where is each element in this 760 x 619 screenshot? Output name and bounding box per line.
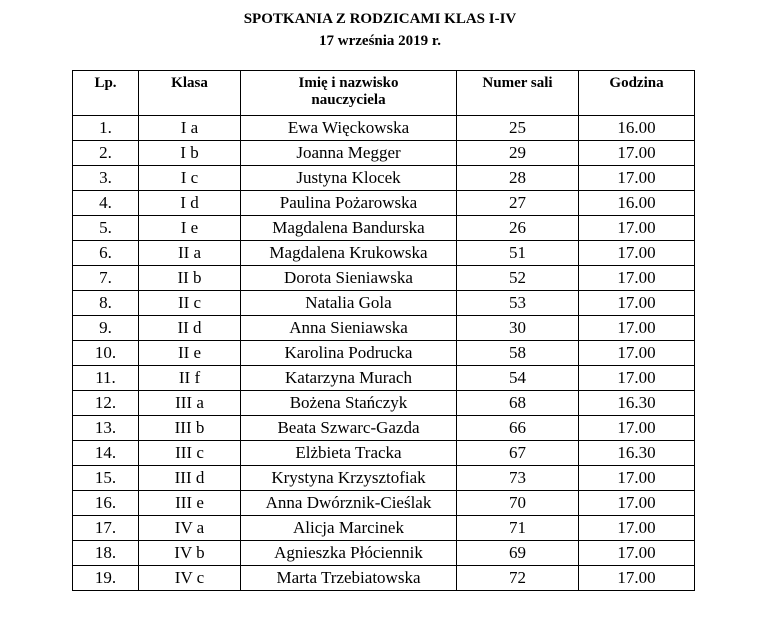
cell-sala: 66 xyxy=(457,416,579,441)
cell-lp: 3. xyxy=(73,166,139,191)
cell-lp: 1. xyxy=(73,116,139,141)
cell-sala: 68 xyxy=(457,391,579,416)
cell-lp: 17. xyxy=(73,516,139,541)
cell-sala: 69 xyxy=(457,541,579,566)
cell-sala: 27 xyxy=(457,191,579,216)
table-row xyxy=(73,541,695,566)
cell-klasa: IV c xyxy=(139,566,241,591)
cell-godzina: 17.00 xyxy=(579,241,695,266)
table-row xyxy=(73,191,695,216)
cell-nauczyciel: Magdalena Bandurska xyxy=(241,216,457,241)
table-row xyxy=(73,366,695,391)
meetings-table xyxy=(72,70,695,591)
header-sala: Numer sali xyxy=(457,71,579,116)
cell-godzina: 17.00 xyxy=(579,341,695,366)
cell-godzina: 16.30 xyxy=(579,391,695,416)
cell-nauczyciel: Katarzyna Murach xyxy=(241,366,457,391)
cell-nauczyciel: Elżbieta Tracka xyxy=(241,441,457,466)
cell-sala: 71 xyxy=(457,516,579,541)
header-nauczyciel xyxy=(241,71,457,116)
cell-nauczyciel: Paulina Pożarowska xyxy=(241,191,457,216)
cell-godzina: 17.00 xyxy=(579,516,695,541)
cell-sala: 51 xyxy=(457,241,579,266)
cell-godzina: 17.00 xyxy=(579,566,695,591)
cell-lp: 18. xyxy=(73,541,139,566)
table-row xyxy=(73,341,695,366)
table-row xyxy=(73,216,695,241)
cell-lp: 13. xyxy=(73,416,139,441)
cell-godzina: 16.00 xyxy=(579,191,695,216)
cell-klasa: II e xyxy=(139,341,241,366)
cell-lp: 15. xyxy=(73,466,139,491)
cell-lp: 9. xyxy=(73,316,139,341)
cell-lp: 7. xyxy=(73,266,139,291)
table-row xyxy=(73,516,695,541)
cell-nauczyciel: Agnieszka Płóciennik xyxy=(241,541,457,566)
cell-klasa: I b xyxy=(139,141,241,166)
cell-klasa: II f xyxy=(139,366,241,391)
cell-klasa: II d xyxy=(139,316,241,341)
cell-klasa: I d xyxy=(139,191,241,216)
header-nauczyciel-line1: Imię i nazwisko xyxy=(298,75,399,91)
cell-lp: 5. xyxy=(73,216,139,241)
cell-godzina: 17.00 xyxy=(579,141,695,166)
table-row xyxy=(73,141,695,166)
table-row xyxy=(73,241,695,266)
cell-sala: 72 xyxy=(457,566,579,591)
cell-sala: 26 xyxy=(457,216,579,241)
cell-nauczyciel: Dorota Sieniawska xyxy=(241,266,457,291)
table-body xyxy=(73,116,695,591)
cell-nauczyciel: Krystyna Krzysztofiak xyxy=(241,466,457,491)
cell-klasa: III a xyxy=(139,391,241,416)
cell-klasa: I e xyxy=(139,216,241,241)
table-row xyxy=(73,416,695,441)
cell-lp: 4. xyxy=(73,191,139,216)
cell-nauczyciel: Justyna Klocek xyxy=(241,166,457,191)
table-row xyxy=(73,466,695,491)
cell-lp: 2. xyxy=(73,141,139,166)
cell-lp: 19. xyxy=(73,566,139,591)
cell-klasa: III c xyxy=(139,441,241,466)
header-godzina: Godzina xyxy=(579,71,695,116)
cell-nauczyciel: Anna Dwórznik-Cieślak xyxy=(241,491,457,516)
header-row xyxy=(73,71,695,116)
cell-godzina: 17.00 xyxy=(579,166,695,191)
cell-godzina: 16.30 xyxy=(579,441,695,466)
cell-lp: 8. xyxy=(73,291,139,316)
cell-nauczyciel: Anna Sieniawska xyxy=(241,316,457,341)
cell-nauczyciel: Bożena Stańczyk xyxy=(241,391,457,416)
cell-nauczyciel: Alicja Marcinek xyxy=(241,516,457,541)
cell-godzina: 17.00 xyxy=(579,416,695,441)
cell-klasa: II c xyxy=(139,291,241,316)
cell-godzina: 17.00 xyxy=(579,466,695,491)
document-title: SPOTKANIA Z RODZICAMI KLAS I-IV xyxy=(243,11,517,27)
table-row xyxy=(73,566,695,591)
header-klasa: Klasa xyxy=(139,71,241,116)
cell-sala: 52 xyxy=(457,266,579,291)
table-row xyxy=(73,441,695,466)
cell-klasa: II a xyxy=(139,241,241,266)
cell-nauczyciel: Karolina Podrucka xyxy=(241,341,457,366)
cell-lp: 10. xyxy=(73,341,139,366)
cell-nauczyciel: Natalia Gola xyxy=(241,291,457,316)
cell-lp: 14. xyxy=(73,441,139,466)
cell-godzina: 17.00 xyxy=(579,316,695,341)
cell-klasa: III b xyxy=(139,416,241,441)
cell-sala: 58 xyxy=(457,341,579,366)
cell-sala: 53 xyxy=(457,291,579,316)
cell-sala: 30 xyxy=(457,316,579,341)
cell-nauczyciel: Joanna Megger xyxy=(241,141,457,166)
document-date: 17 września 2019 r. xyxy=(319,33,441,49)
cell-godzina: 16.00 xyxy=(579,116,695,141)
cell-lp: 12. xyxy=(73,391,139,416)
table-row xyxy=(73,166,695,191)
table-row xyxy=(73,491,695,516)
cell-lp: 11. xyxy=(73,366,139,391)
cell-godzina: 17.00 xyxy=(579,266,695,291)
header-lp: Lp. xyxy=(73,71,139,116)
cell-godzina: 17.00 xyxy=(579,216,695,241)
cell-godzina: 17.00 xyxy=(579,291,695,316)
cell-nauczyciel: Magdalena Krukowska xyxy=(241,241,457,266)
cell-sala: 73 xyxy=(457,466,579,491)
cell-klasa: IV a xyxy=(139,516,241,541)
cell-klasa: II b xyxy=(139,266,241,291)
cell-godzina: 17.00 xyxy=(579,491,695,516)
cell-sala: 28 xyxy=(457,166,579,191)
cell-lp: 16. xyxy=(73,491,139,516)
cell-nauczyciel: Beata Szwarc-Gazda xyxy=(241,416,457,441)
cell-sala: 29 xyxy=(457,141,579,166)
table-row xyxy=(73,291,695,316)
cell-klasa: III d xyxy=(139,466,241,491)
table-row xyxy=(73,266,695,291)
cell-lp: 6. xyxy=(73,241,139,266)
cell-nauczyciel: Ewa Więckowska xyxy=(241,116,457,141)
table-row xyxy=(73,316,695,341)
cell-klasa: IV b xyxy=(139,541,241,566)
cell-sala: 67 xyxy=(457,441,579,466)
table-row xyxy=(73,391,695,416)
table-row xyxy=(73,116,695,141)
cell-godzina: 17.00 xyxy=(579,541,695,566)
cell-sala: 54 xyxy=(457,366,579,391)
cell-klasa: I a xyxy=(139,116,241,141)
cell-sala: 25 xyxy=(457,116,579,141)
cell-klasa: I c xyxy=(139,166,241,191)
cell-sala: 70 xyxy=(457,491,579,516)
cell-klasa: III e xyxy=(139,491,241,516)
cell-nauczyciel: Marta Trzebiatowska xyxy=(241,566,457,591)
cell-godzina: 17.00 xyxy=(579,366,695,391)
header-nauczyciel-line2: nauczyciela xyxy=(311,92,386,108)
